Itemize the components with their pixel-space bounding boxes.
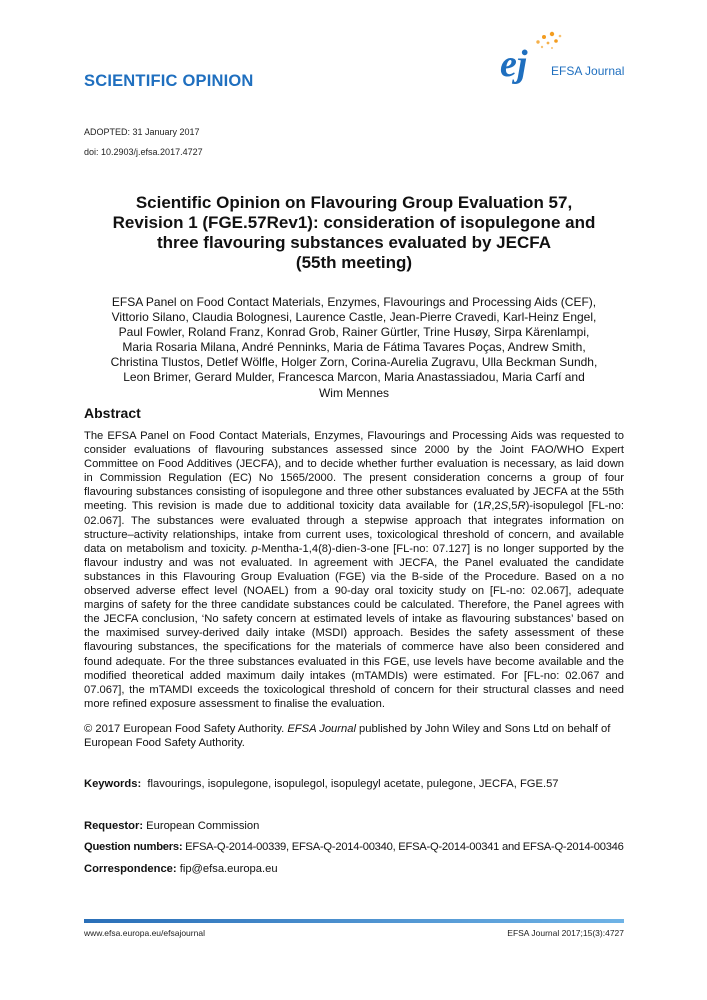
logo-mark: ej: [500, 43, 528, 84]
section-label: SCIENTIFIC OPINION: [84, 72, 254, 90]
title-line: (55th meeting): [295, 253, 413, 272]
abstract-text: The EFSA Panel on Food Contact Materials, Enzymes, Flavourings and Processing Aids was requested to consider evaluations of flavouring substances assessed since 2000 by the Joint FAO/WHO Expert Committee on Food Additives (JECFA), and to decide whether further evaluation is necessary, as laid down in Commission Regulation (EC) No 1565/2000. The present consideration concerns a group of four flavouring substances consisting of isopulegone and three other substances evaluated by JECFA at the 55th meeting. This revision is made due to additional toxicity data available for (1R,2S,5R)-isopulegol [FL-no: 02.067]. The substances were evaluated through a stepwise approach that integrates information on structure–activity relationships, intake from current uses, toxicological threshold of concern, and available data on metabolism and toxicity. p-Mentha-1,4(8)-dien-3-one [FL-no: 07.127] is no longer supported by the flavour industry and was not evaluated. In agreement with JECFA, the Panel evaluated the candidate substances in this Flavouring Group Evaluation (FGE) via the B-side of the Procedure. Based on a no observed adverse effect level (NOAEL) from a 90-day oral toxicity study on [FL-no: 02.067], adequate margins of safety for the three candidate substances could be calculated. Therefore, the Panel agrees with the JECFA conclusion, ‘No safety concern at estimated levels of intake as flavouring substances’ based on the maximised survey-derived daily intake (MSDI) approach. Besides the safety assessment of these flavouring substances, the specifications for the materials of commerce have also been considered and found adequate. For the three substances evaluated in this FGE, use levels have become available and the modified theoretical added maximum daily intakes (mTAMDIs) were estimated. For [FL-no: 02.067 and 07.067], the mTAMDI exceeds the toxicological threshold of concern for their structural classes and need more refined exposure assessment to finalise the evaluation.: [84, 430, 625, 710]
author-line: Christina Tlustos, Detlef Wölfle, Holger Zorn, Corina-Aurelia Zugravu, Ulla Beckman Sundh,: [110, 355, 598, 370]
author-line: EFSA Panel on Food Contact Materials, Enzymes, Flavourings and Processing Aids (CEF),: [111, 295, 597, 309]
author-line: Maria Rosaria Milana, André Penninks, Maria de Fátima Tavares Poças, Andrew Smith,: [122, 340, 586, 355]
correspondence: [84, 863, 278, 875]
title-line: Revision 1 (FGE.57Rev1): consideration of isopulegone and: [112, 213, 596, 232]
title-line: three flavouring substances evaluated by JECFA: [157, 233, 551, 252]
keywords-label: Keywords:: [84, 778, 142, 790]
author-line: Paul Fowler, Roland Franz, Konrad Grob, Rainer Gürtler, Trine Husøy, Sirpa Kärenlampi,: [118, 325, 590, 340]
author-line: Leon Brimer, Gerard Mulder, Francesca Marcon, Maria Anastassiadou, Maria Carfí and: [123, 370, 585, 385]
footer-divider: [84, 919, 624, 923]
paper-title: [84, 193, 624, 273]
footer-citation: EFSA Journal 2017;15(3):4727: [507, 928, 624, 938]
correspondence-label: Correspondence:: [84, 863, 177, 875]
adopted-date: ADOPTED: 31 January 2017: [84, 127, 200, 137]
author-line: Vittorio Silano, Claudia Bolognesi, Laurence Castle, Jean-Pierre Cravedi, Karl-Heinz Engel,: [111, 310, 597, 325]
keywords-value: flavourings, isopulegone, isopulegol, isopulegyl acetate, pulegone, JECFA, FGE.57: [147, 778, 559, 790]
keywords: [84, 778, 559, 790]
footer-url-link[interactable]: www.efsa.europa.eu/efsajournal: [84, 928, 205, 938]
author-list: [84, 295, 624, 401]
copyright-notice: © 2017 European Food Safety Authority. EFSA Journal published by John Wiley and Sons Ltd on behalf of European Food Safety Authority.: [84, 723, 611, 750]
journal-name: EFSA Journal: [551, 64, 625, 78]
doi: doi: 10.2903/j.efsa.2017.4727: [84, 147, 203, 157]
requestor-value: European Commission: [146, 820, 260, 832]
abstract-heading: Abstract: [84, 405, 141, 421]
author-line: Wim Mennes: [318, 385, 389, 400]
requestor: [84, 820, 259, 832]
requestor-label: Requestor:: [84, 820, 144, 832]
title-line: Scientific Opinion on Flavouring Group Evaluation 57,: [135, 193, 573, 212]
question-numbers-label: Question numbers:: [84, 841, 183, 853]
question-numbers-value: EFSA-Q-2014-00339, EFSA-Q-2014-00340, EFSA-Q-2014-00341 and EFSA-Q-2014-00346: [185, 841, 624, 853]
question-numbers: [84, 841, 624, 853]
correspondence-email-link[interactable]: fip@efsa.europa.eu: [179, 863, 278, 875]
